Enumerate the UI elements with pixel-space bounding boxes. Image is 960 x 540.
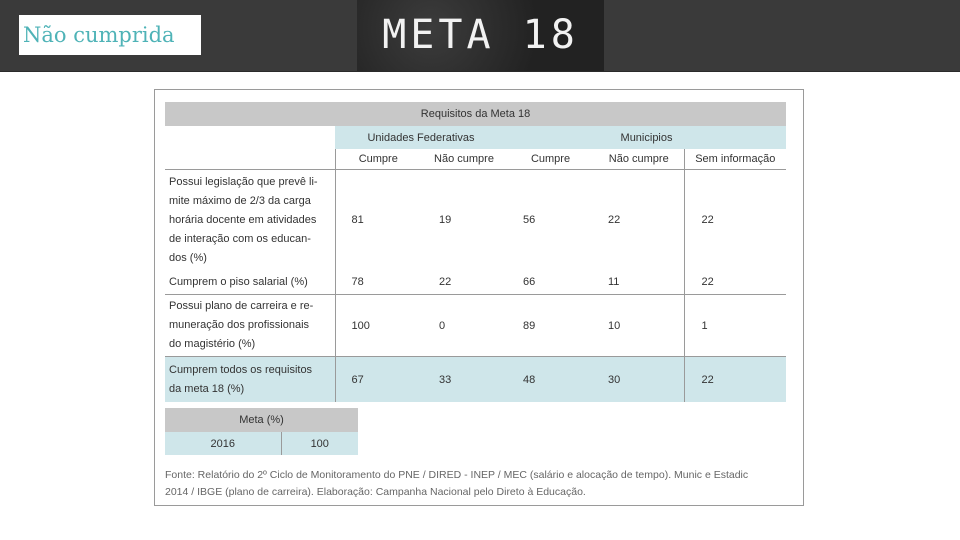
table-cell: 11 xyxy=(594,270,684,295)
table-row xyxy=(165,357,786,403)
group-header-municipios: Municipios xyxy=(507,126,786,149)
table-cell: 100 xyxy=(335,295,421,357)
requirements-table xyxy=(165,102,786,402)
row-label: Possui legislação que prevê li- mite máximo de 2/3 da carga horária docente em atividades de interação com os educan- dos (%) xyxy=(165,170,335,271)
column-header: Cumpre xyxy=(507,149,594,170)
table-cell: 22 xyxy=(421,270,507,295)
table-cell: 22 xyxy=(684,170,786,271)
column-header: Sem informação xyxy=(684,149,786,170)
table-cell: 22 xyxy=(684,357,786,403)
source-note xyxy=(165,467,803,501)
table-cell: 78 xyxy=(335,270,421,295)
meta-value: 100 xyxy=(281,432,358,455)
column-header: Não cumpre xyxy=(421,149,507,170)
empty-header-cell xyxy=(165,149,335,170)
table-row xyxy=(165,295,786,357)
table-title: Requisitos da Meta 18 xyxy=(165,102,786,126)
row-label: Cumprem todos os requisitos da meta 18 (%) xyxy=(165,357,335,403)
table-cell: 56 xyxy=(523,214,536,226)
table-row xyxy=(165,170,786,271)
table-cell: 30 xyxy=(594,357,684,403)
table-cell: 10 xyxy=(594,295,684,357)
table-cell: 19 xyxy=(439,214,452,226)
meta-table xyxy=(165,408,358,455)
row-label: Cumprem o piso salarial (%) xyxy=(165,270,335,295)
meta-table-title: Meta (%) xyxy=(165,408,358,432)
table-cell: 1 xyxy=(684,295,786,357)
page-title: META 18 xyxy=(357,0,604,71)
row-label: Possui plano de carreira e re- muneração dos profissionais do magistério (%) xyxy=(165,295,335,357)
table-cell: 22 xyxy=(608,214,621,226)
column-header: Não cumpre xyxy=(594,149,684,170)
group-header-uf: Unidades Federativas xyxy=(335,126,507,149)
table-cell: 89 xyxy=(507,295,594,357)
table-cell: 0 xyxy=(421,295,507,357)
column-header: Cumpre xyxy=(335,149,421,170)
source-line: 2014 / IBGE (plano de carreira). Elaboração: Campanha Nacional pelo Direto à Educação. xyxy=(165,486,586,498)
table-cell: 33 xyxy=(421,357,507,403)
header-bar xyxy=(0,0,960,72)
table-cell: 67 xyxy=(335,357,421,403)
table-cell: 66 xyxy=(507,270,594,295)
table-cell: 48 xyxy=(507,357,594,403)
empty-header-cell xyxy=(165,126,335,149)
source-line: Fonte: Relatório do 2º Ciclo de Monitoramento do PNE / DIRED - INEP / MEC (salário e alocação de tempo). Munic e Estadic xyxy=(165,469,749,481)
table-row xyxy=(165,432,358,455)
meta-year: 2016 xyxy=(165,432,281,455)
table-cell: 22 xyxy=(684,270,786,295)
table-cell: 81 xyxy=(335,170,421,271)
table-row xyxy=(165,270,786,295)
status-badge: Não cumprida xyxy=(19,15,201,55)
